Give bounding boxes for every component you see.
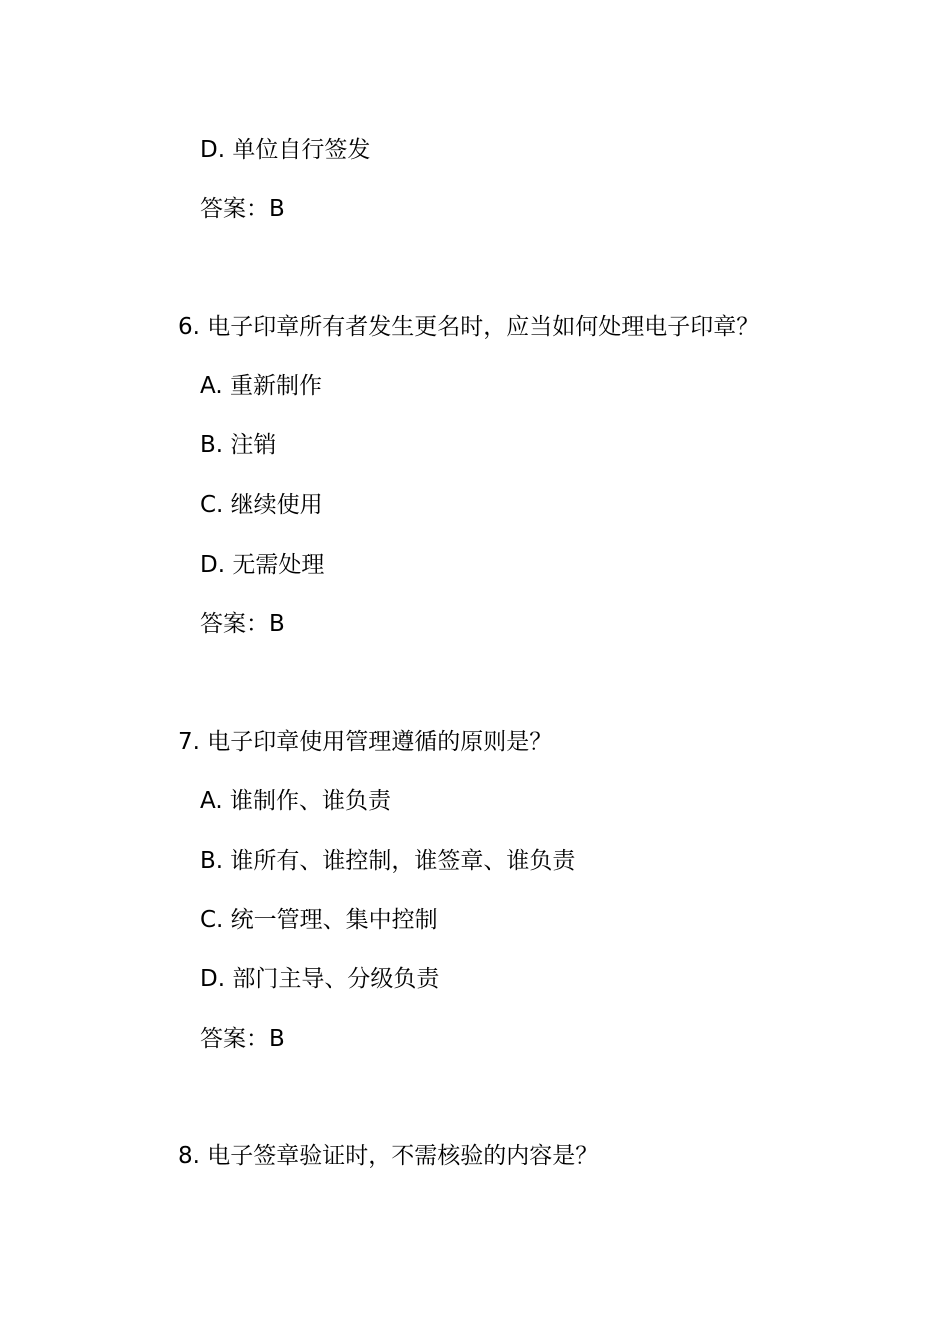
q7-option-c: C. 统一管理、集中控制	[200, 907, 438, 933]
q6-option-a: A. 重新制作	[200, 373, 322, 399]
q6-question: 6. 电子印章所有者发生更名时，应当如何处理电子印章？	[178, 314, 760, 340]
q6-option-d: D. 无需处理	[200, 552, 325, 578]
q6-answer: 答案：B	[200, 611, 285, 637]
q5-option-d: D. 单位自行签发	[200, 137, 371, 163]
q7-option-a: A. 谁制作、谁负责	[200, 788, 391, 814]
q7-question: 7. 电子印章使用管理遵循的原则是？	[178, 729, 553, 755]
q6-option-b: B. 注销	[200, 432, 277, 458]
q8-question: 8. 电子签章验证时，不需核验的内容是？	[178, 1143, 599, 1169]
q7-option-b: B. 谁所有、谁控制，谁签章、谁负责	[200, 848, 576, 874]
q7-answer: 答案：B	[200, 1026, 285, 1052]
q5-answer: 答案：B	[200, 196, 285, 222]
q7-option-d: D. 部门主导、分级负责	[200, 966, 440, 992]
q6-option-c: C. 继续使用	[200, 492, 323, 518]
